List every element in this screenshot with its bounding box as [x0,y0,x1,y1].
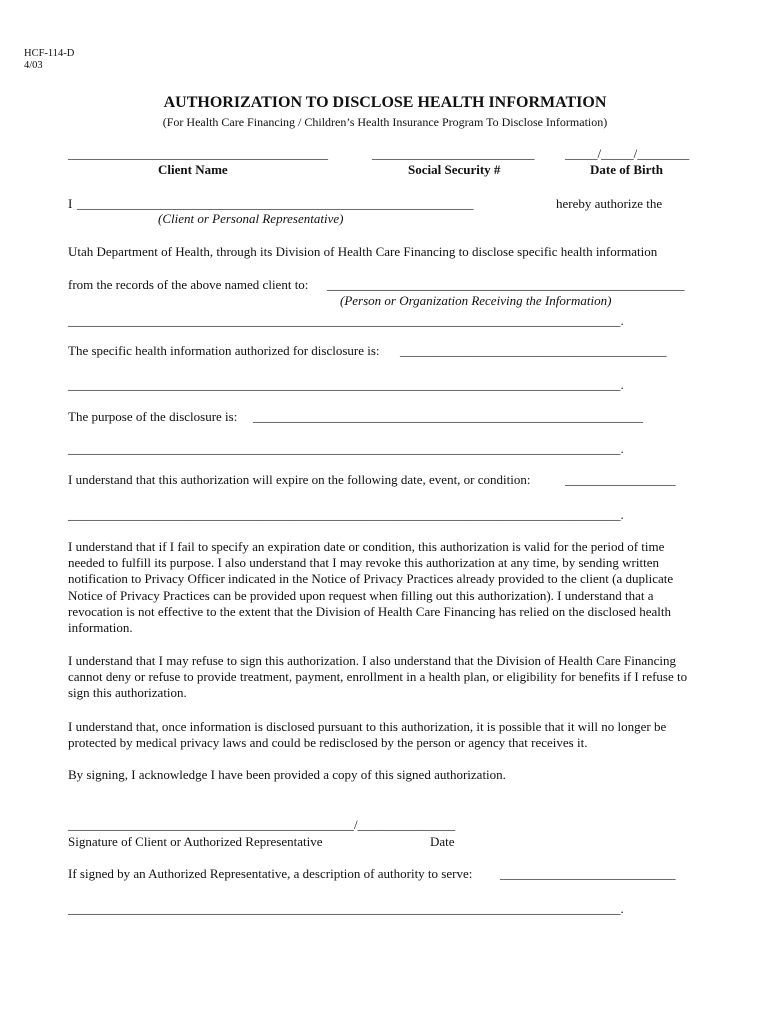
purpose-text: The purpose of the disclosure is: [68,409,238,424]
recipient-caption: (Person or Organization Receiving the Information) [340,293,612,308]
paragraph-text: I understand that if I fail to specify an expiration date or condition, this authorization is valid for the period of time needed to fulfill its purpose. I also understand that I may revoke this authorization at any time, by sending written notification to Privacy Officer indicated in the Notice of Privacy Practices already provided to the client (a duplicate Notice of Privacy Practices can be provided upon request when filling out this authorization). I understand that a revocation is not effective to the extent that the Division of Health Care Financing has relied on the disclosed health information. [68,539,674,636]
paragraph-text: I understand that I may refuse to sign this authorization. I also understand that the Division of Health Care Financing cannot deny or refuse to provide treatment, payment, enrollment in a health plan, or eligibility for benefits if I refuse to sign this authorization. [68,653,688,701]
refusal-paragraph [68,653,704,702]
document-title: AUTHORIZATION TO DISCLOSE HEALTH INFORMATION [163,94,607,111]
utah-department-text: Utah Department of Health, through its Division of Health Care Financing to disclose specific health information [68,244,658,259]
authority-field[interactable]: ___________________________ [500,866,676,881]
purpose-field[interactable]: ____________________________________________________________ [253,409,643,424]
dob-label: Date of Birth [590,162,663,177]
client-representative-caption: (Client or Personal Representative) [158,211,344,226]
client-name-label: Client Name [158,162,228,177]
authorize-suffix: hereby authorize the [556,196,663,211]
client-representative-field[interactable]: _____________________________________________________________ [77,196,474,211]
authority-text: If signed by an Authorized Representative, a description of authority to serve: [68,866,473,881]
records-text: from the records of the above named client to: [68,277,309,292]
signature-date-field[interactable]: ____________________________________________/_______________ [68,817,456,832]
form-code: HCF-114-D [24,48,75,59]
acknowledgement-paragraph [68,767,704,783]
redisclosure-paragraph [68,719,704,751]
dob-field[interactable]: _____/_____/________ [565,146,690,161]
client-name-field[interactable]: ________________________________________ [68,146,328,161]
date-label: Date [430,834,455,849]
expiration-field[interactable]: _________________ [565,472,676,487]
expiration-text: I understand that this authorization will expire on the following date, event, or condition: [68,472,531,487]
signature-label: Signature of Client or Authorized Representative [68,834,323,849]
expiration-field-continued[interactable]: _____________________________________________________________________________________. [68,507,624,522]
specific-info-field[interactable]: _________________________________________ [400,343,667,358]
purpose-field-continued[interactable]: _____________________________________________________________________________________. [68,441,624,456]
recipient-field-continued[interactable]: _____________________________________________________________________________________. [68,313,624,328]
form-revision-date: 4/03 [24,60,43,71]
authorize-prefix: I [68,196,73,211]
authority-field-continued[interactable]: _____________________________________________________________________________________. [68,901,624,916]
specific-info-field-continued[interactable]: _____________________________________________________________________________________. [68,377,624,392]
paragraph-text: I understand that, once information is disclosed pursuant to this authorization, it is possible that it will no longer be protected by medical privacy laws and could be redisclosed by the person or agency that receives it. [68,719,667,751]
revocation-paragraph [68,539,704,636]
specific-info-text: The specific health information authorized for disclosure is: [68,343,380,358]
recipient-field[interactable]: _______________________________________________________ [327,277,685,292]
ssn-label: Social Security # [408,162,501,177]
ssn-field[interactable]: _________________________ [372,146,535,161]
document-subtitle: (For Health Care Financing / Children’s Health Insurance Program To Disclose Information) [162,115,608,129]
paragraph-text: By signing, I acknowledge I have been provided a copy of this signed authorization. [68,767,506,782]
